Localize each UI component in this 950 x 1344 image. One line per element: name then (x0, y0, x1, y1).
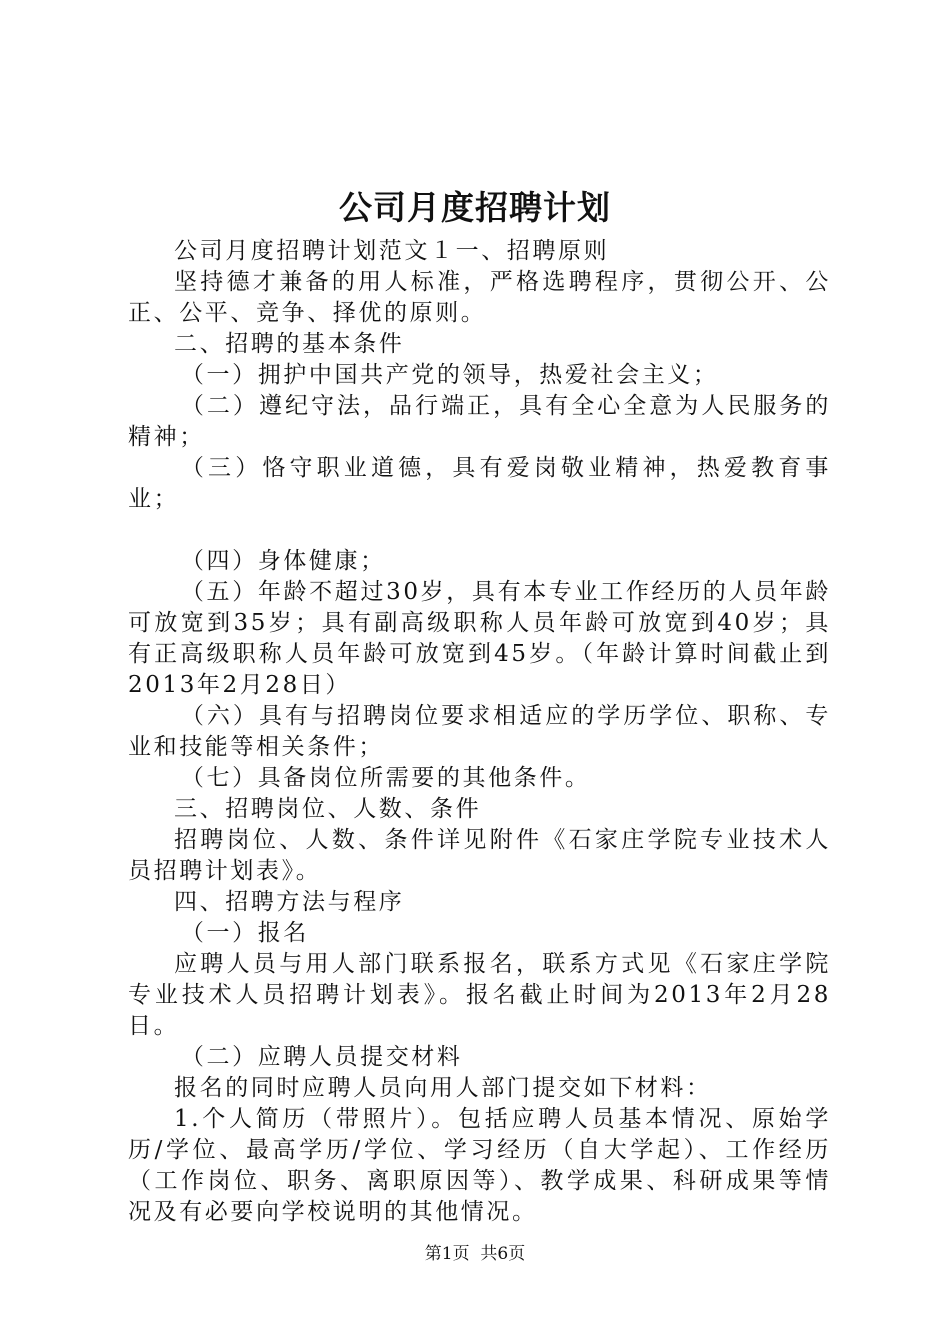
condition-item-7: （七）具备岗位所需要的其他条件。 (180, 765, 591, 791)
paragraph-materials: 报名的同时应聘人员向用人部门提交如下材料： (174, 1075, 712, 1101)
section-heading-procedure: 四、招聘方法与程序 (174, 889, 405, 915)
document-body (128, 236, 831, 1228)
condition-item-1: （一）拥护中国共产党的领导，热爱社会主义； (180, 362, 719, 388)
paragraph-registration: 应聘人员与用人部门联系报名，联系方式见《石家庄学院专业技术人员招聘计划表》。报名截止时间为2013年2月28日。 (128, 951, 831, 1039)
condition-item-6: （六）具有与招聘岗位要求相适应的学历学位、职称、专业和技能等相关条件； (128, 703, 831, 760)
procedure-item-registration: （一）报名 (180, 920, 309, 946)
paragraph-principle: 坚持德才兼备的用人标准，严格选聘程序，贯彻公开、公正、公平、竞争、择优的原则。 (128, 269, 831, 326)
page-footer: 第1页 共6页 (424, 1244, 526, 1264)
document-title: 公司月度招聘计划 (339, 188, 611, 227)
condition-item-4: （四）身体健康； (180, 548, 386, 574)
procedure-item-materials: （二）应聘人员提交材料 (180, 1044, 463, 1070)
paragraph-positions: 招聘岗位、人数、条件详见附件《石家庄学院专业技术人员招聘计划表》。 (128, 827, 831, 884)
section-heading-positions: 三、招聘岗位、人数、条件 (174, 796, 482, 822)
condition-item-2: （二）遵纪守法，品行端正，具有全心全意为人民服务的精神； (128, 393, 831, 450)
paragraph-intro: 公司月度招聘计划范文１一、招聘原则 (174, 238, 610, 264)
condition-item-5: （五）年龄不超过30岁，具有本专业工作经历的人员年龄可放宽到35岁；具有副高级职称人员年龄可放宽到40岁；具有正高级职称人员年龄可放宽到45岁。（年龄计算时间截止到2013年2月28日） (128, 579, 831, 698)
condition-item-3: （三）恪守职业道德，具有爱岗敬业精神，热爱教育事业； (128, 455, 831, 512)
materials-item-1: 1.个人简历（带照片）。包括应聘人员基本情况、原始学历/学位、最高学历/学位、学习经历（自大学起）、工作经历（工作岗位、职务、离职原因等）、教学成果、科研成果等情况及有必要向学校说明的其他情况。 (128, 1106, 831, 1225)
section-heading-basic-conditions: 二、招聘的基本条件 (174, 331, 405, 357)
